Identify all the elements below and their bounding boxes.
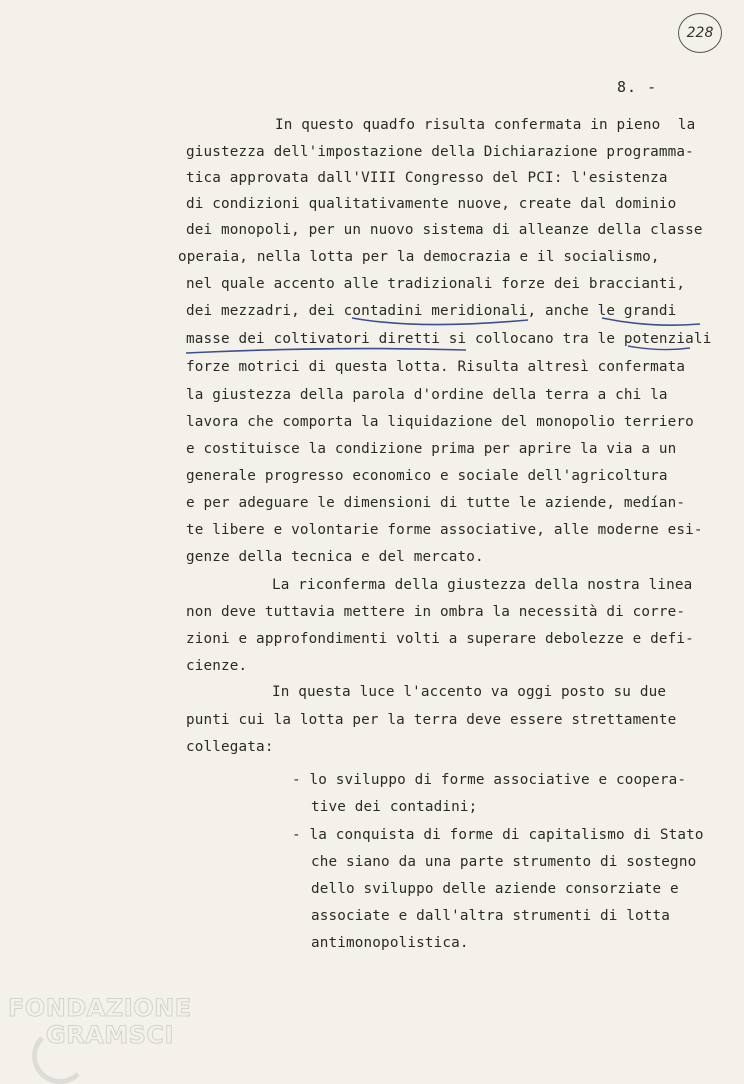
text-line: non deve tuttavia mettere in ombra la necessità di corre- [186,604,686,620]
text-line: masse dei coltivatori diretti si collocano tra le potenziali [186,331,712,347]
list-item-text: tive dei contadini; [311,799,478,815]
text-line: punti cui la lotta per la terra deve essere strettamente [186,712,677,728]
list-item-text: associate e dall'altra strumenti di lotta [311,908,671,924]
text-line: cienze. [186,658,248,674]
page-number: 8. - [617,78,658,96]
text-line: dei monopoli, per un nuovo sistema di alleanze della classe [186,222,703,238]
list-item-text: che siano da una parte strumento di sostegno [311,854,697,870]
list-item-text: dello sviluppo delle aziende consorziate e [311,881,679,897]
text-line: lavora che comporta la liquidazione del monopolio terriero [186,414,694,430]
text-line: nel quale accento alle tradizionali forze dei braccianti, [186,276,686,292]
text-line: forze motrici di questa lotta. Risulta altresì confermata [186,359,686,375]
text-line: la giustezza della parola d'ordine della terra a chi la [186,387,668,403]
text-line: te libere e volontarie forme associative, alle moderne esi- [186,522,703,538]
list-item-text: - lo sviluppo di forme associative e coopera- [292,772,687,788]
text-line: operaia, nella lotta per la democrazia e il socialismo, [178,249,660,265]
text-line: In questo quadfo risulta confermata in pieno la [275,117,696,133]
stamp-number: 228 [686,25,714,41]
text-line: generale progresso economico e sociale dell'agricoltura [186,468,668,484]
text-line: zioni e approfondimenti volti a superare debolezze e defi- [186,631,694,647]
text-line: giustezza dell'impostazione della Dichiarazione programma- [186,144,694,160]
text-line: e costituisce la condizione prima per aprire la via a un [186,441,677,457]
underline-coltivatori-diretti [186,349,466,353]
text-line: dei mezzadri, dei contadini meridionali, anche le grandi [186,303,677,319]
list-item-text: - la conquista di forme di capitalismo di Stato [292,827,704,843]
text-line: genze della tecnica e del mercato. [186,549,484,565]
text-line: collegata: [186,739,274,755]
watermark-line1: FONDAZIONE [8,994,192,1022]
text-line: La riconferma della giustezza della nostra linea [272,577,693,593]
text-line: tica approvata dall'VIII Congresso del PCI: l'esistenza [186,170,668,186]
watermark [8,995,192,1049]
watermark-line2: GRAMSCI [46,1021,174,1049]
archive-page-stamp [678,13,722,53]
text-line: In questa luce l'accento va oggi posto su due [272,684,667,700]
text-line: e per adeguare le dimensioni di tutte le aziende, medían- [186,495,686,511]
text-line: di condizioni qualitativamente nuove, create dal dominio [186,196,677,212]
list-item-text: antimonopolistica. [311,935,469,951]
